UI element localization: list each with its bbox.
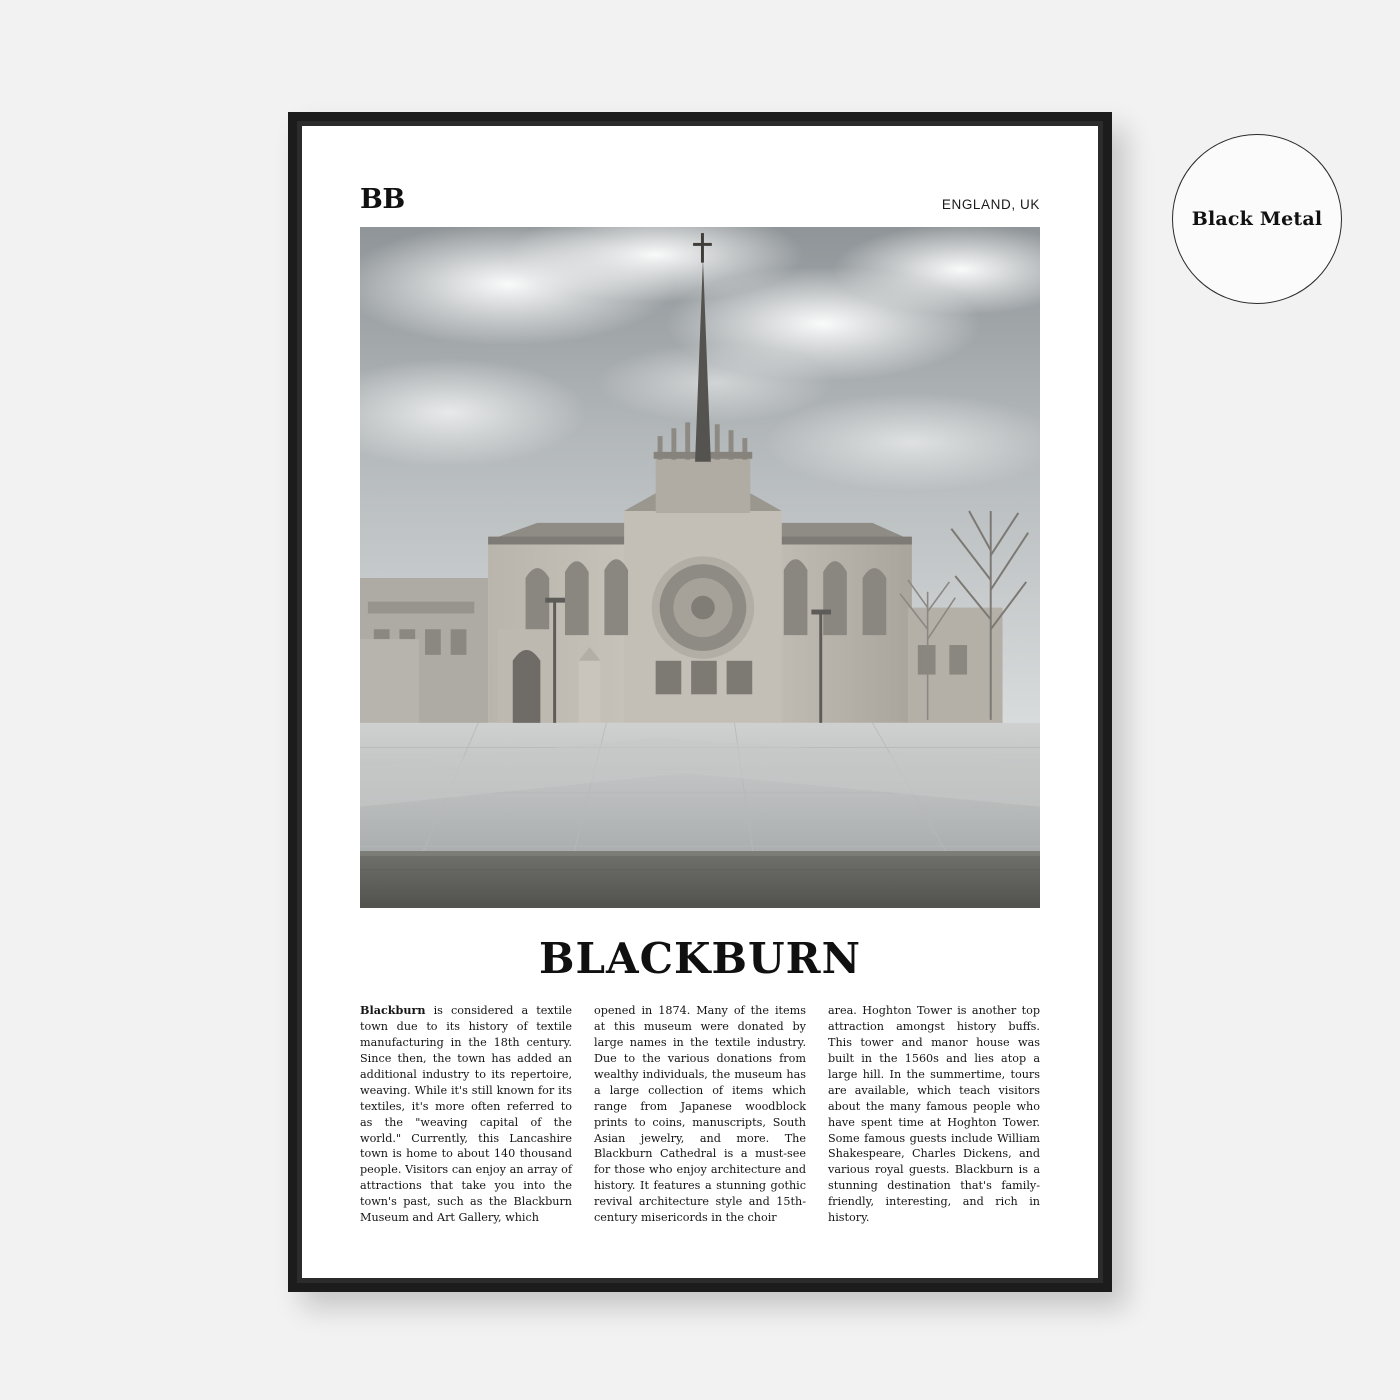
poster-region-label: ENGLAND, UK	[941, 196, 1040, 212]
poster-sheet	[302, 126, 1098, 1278]
poster-header	[360, 186, 1040, 213]
poster-column-3: area. Hoghton Tower is another top attraction amongst history buffs. This tower and manor house was built in the 1560s and lies atop a large hill. In the summertime, tours are available, which teach visitors about the many famous people who have spent time at Hoghton Tower. Some famous guests include William Shakespeare, Charles Dickens, and various royal guests. Blackburn is a stunning destination that's family-friendly, interesting, and rich in history.	[828, 1004, 1040, 1225]
material-badge-label: Black Metal	[1191, 208, 1323, 230]
poster-frame	[288, 112, 1112, 1292]
poster-column-1-text: is considered a textile town due to its history of textile manufacturing in the 18th century. Since then, the town has added an additional industry to its repertoire, weaving. While it's still known for its textiles, it's more often referred to as the "weaving capital of the world." Currently, this Lancashire town is home to about 140 thousand people. Visitors can enjoy an array of attractions that take you into the town's past, such as the Blackburn Museum and Art Gallery, which	[360, 1004, 572, 1225]
cathedral-photo-illustration	[360, 227, 1040, 908]
poster-column-1	[360, 1003, 572, 1226]
poster-lead-word: Blackburn	[360, 1003, 426, 1018]
poster-column-2: opened in 1874. Many of the items at this museum were donated by large names in the textile industry. Due to the various donations from wealthy individuals, the museum has a large collection of items which range from Japanese woodblock prints to coins, manuscripts, South Asian jewelry, and more. The Blackburn Cathedral is a must-see for those who enjoy architecture and history. It features a stunning gothic revival architecture style and 15th-century misericords in the choir	[594, 1004, 806, 1225]
material-badge	[1172, 134, 1342, 304]
poster-title: BLACKBURN	[539, 934, 861, 984]
poster-photograph	[360, 227, 1040, 908]
poster-body-columns	[360, 1003, 1040, 1226]
poster-monogram: BB	[360, 184, 405, 215]
